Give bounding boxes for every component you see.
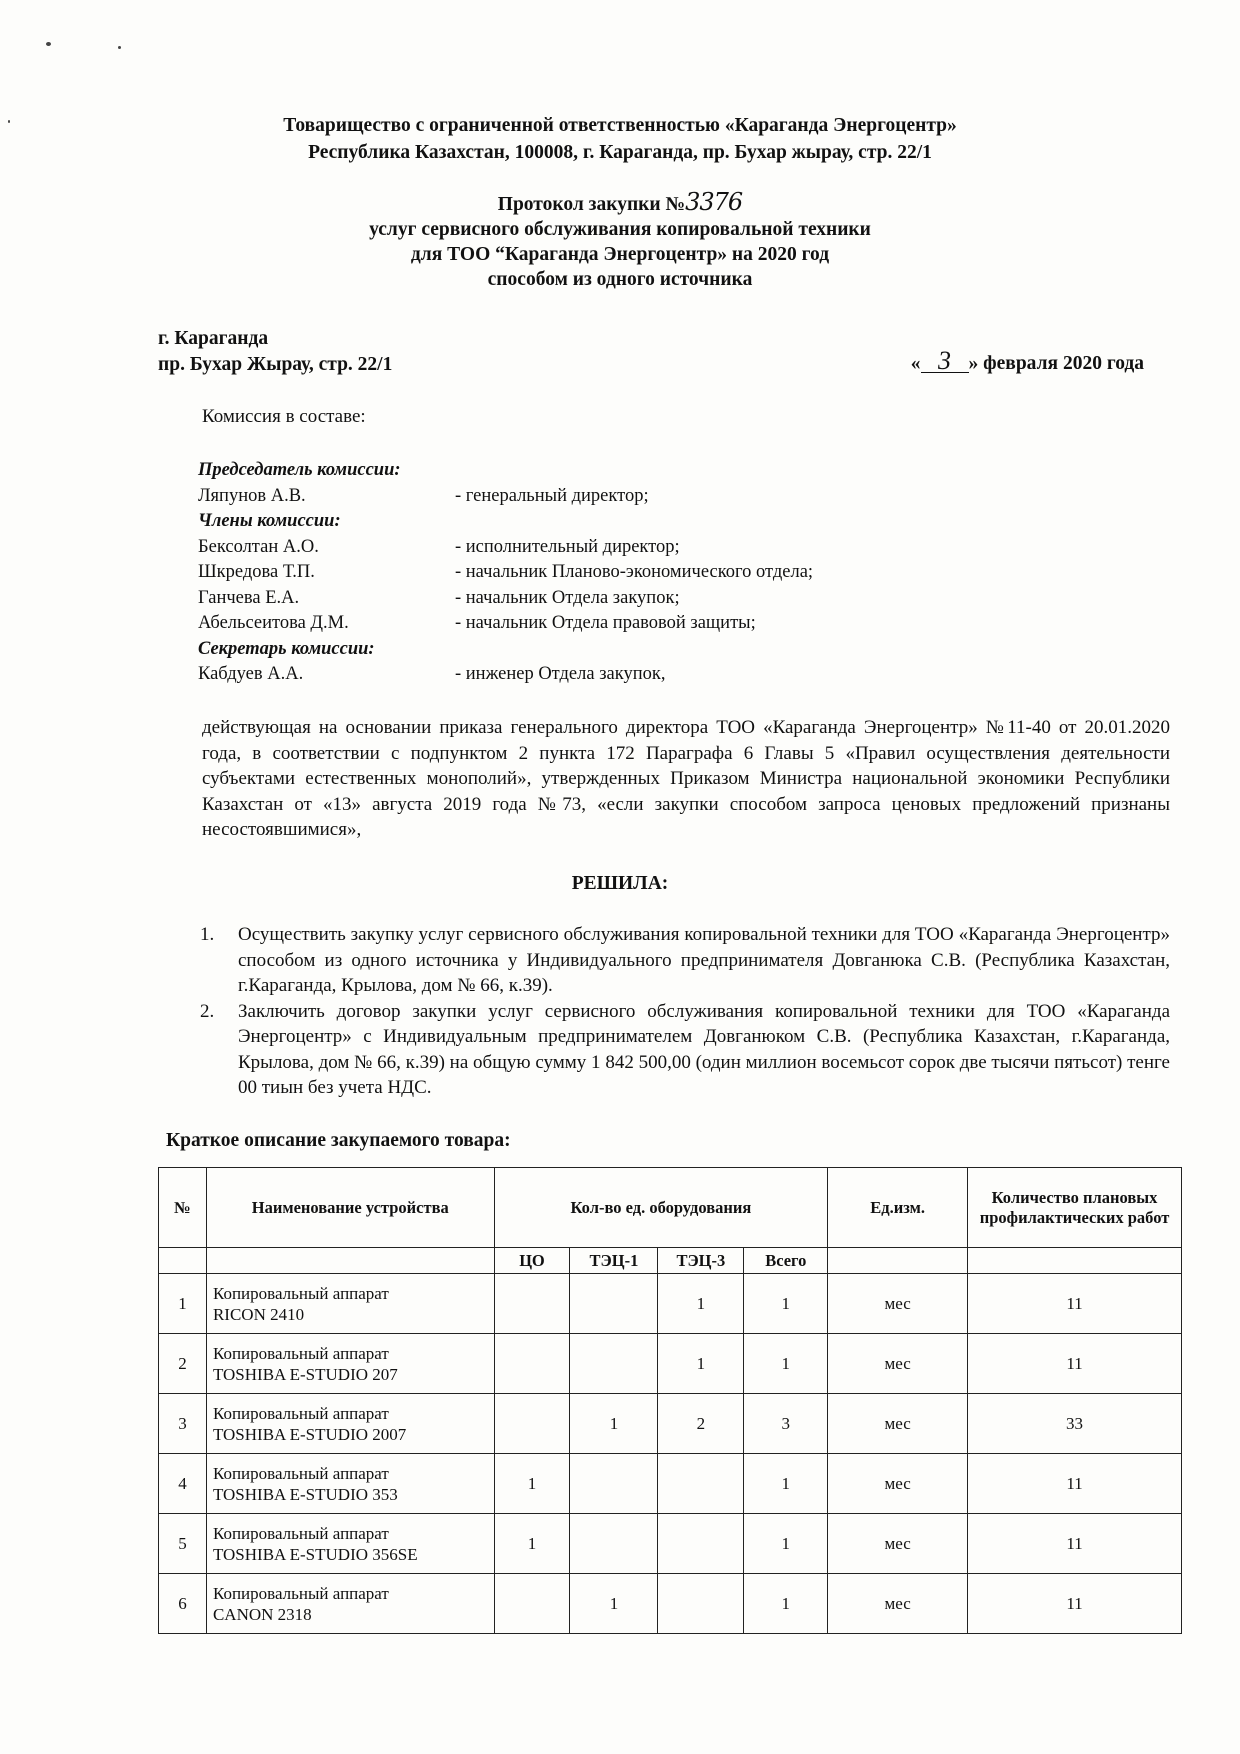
decisions-list [200, 922, 1170, 1101]
cell-num: 1 [159, 1274, 207, 1334]
cell-tec3: 1 [658, 1274, 744, 1334]
cell-works: 11 [968, 1274, 1182, 1334]
secretary-title: Секретарь комиссии: [198, 638, 375, 659]
cell-unit: мес [828, 1454, 968, 1514]
document-title [0, 190, 1240, 292]
cell-unit: мес [828, 1334, 968, 1394]
cell-num: 5 [159, 1514, 207, 1574]
device-model: RICON 2410 [212, 1304, 305, 1324]
member-name: Абельсеитова Д.М. [198, 613, 349, 633]
document-date [910, 346, 1144, 375]
title-line-4: способом из одного источника [487, 269, 753, 290]
cell-unit: мес [828, 1574, 968, 1634]
title-line-3: для ТОО “Караганда Энергоцентр» на 2020 год [410, 244, 830, 265]
cell-works: 11 [968, 1334, 1182, 1394]
cell-co [494, 1574, 570, 1634]
cell-device [206, 1394, 494, 1454]
cell-num: 3 [159, 1394, 207, 1454]
table-row [159, 1394, 1182, 1454]
cell-tec1: 1 [570, 1574, 658, 1634]
cell-device [206, 1274, 494, 1334]
protocol-number: 3376 [685, 188, 743, 216]
document-place [158, 326, 392, 378]
cell-tec3 [658, 1514, 744, 1574]
table-subheader-row [159, 1248, 1182, 1274]
subheader-empty [968, 1248, 1182, 1274]
decision-item [200, 922, 1170, 999]
member-row [198, 586, 813, 612]
cell-device [206, 1574, 494, 1634]
cell-unit: мес [828, 1274, 968, 1334]
cell-total: 1 [744, 1334, 828, 1394]
cell-co [494, 1394, 570, 1454]
cell-total: 1 [744, 1454, 828, 1514]
cell-tec1 [570, 1514, 658, 1574]
cell-co: 1 [494, 1454, 570, 1514]
table-row [159, 1574, 1182, 1634]
title-line-1 [0, 190, 1240, 217]
cell-total: 1 [744, 1514, 828, 1574]
header-device: Наименование устройства [206, 1168, 494, 1248]
cell-tec1: 1 [570, 1394, 658, 1454]
cell-tec3: 2 [658, 1394, 744, 1454]
member-name: Ляпунов А.В. [198, 485, 306, 506]
title-prefix: Протокол закупки № [497, 194, 686, 215]
cell-tec1 [570, 1334, 658, 1394]
cell-co [494, 1274, 570, 1334]
cell-works: 11 [968, 1454, 1182, 1514]
decision-number: 2. [200, 1000, 215, 1022]
members-title: Члены комиссии: [198, 511, 341, 531]
header-num: № [159, 1168, 207, 1248]
table-row [159, 1514, 1182, 1574]
header-works: Количество плановых профилактических работ [968, 1168, 1182, 1248]
member-role: - инженер Отдела закупок, [455, 664, 666, 684]
cell-works: 11 [968, 1574, 1182, 1634]
chairman-row [198, 484, 813, 510]
member-name: Бексолтан А.О. [198, 536, 319, 557]
member-role: - начальник Отдела правовой защиты; [455, 613, 756, 633]
decided-heading: РЕШИЛА: [571, 873, 669, 894]
subheader-co: ЦО [494, 1248, 570, 1274]
organization-name: Товарищество с ограниченной ответственностью «Караганда Энергоцентр» [283, 115, 957, 136]
device-type: Копировальный аппарат [212, 1523, 389, 1543]
cell-tec1 [570, 1274, 658, 1334]
goods-table [158, 1167, 1182, 1634]
decision-number: 1. [200, 924, 215, 945]
cell-num: 2 [159, 1334, 207, 1394]
place-address: пр. Бухар Жырау, стр. 22/1 [158, 354, 393, 375]
cell-device [206, 1514, 494, 1574]
subheader-tec1: ТЭЦ-1 [570, 1248, 658, 1274]
cell-unit: мес [828, 1514, 968, 1574]
member-role: - начальник Планово-экономического отдела; [455, 562, 814, 582]
device-model: CANON 2318 [212, 1604, 312, 1624]
cell-tec1 [570, 1454, 658, 1514]
cell-total: 3 [744, 1394, 828, 1454]
cell-tec3 [658, 1454, 744, 1514]
device-model: TOSHIBA E-STUDIO 353 [212, 1484, 398, 1504]
chairman-title: Председатель комиссии: [198, 460, 401, 480]
table-header-row [159, 1168, 1182, 1248]
date-open-quote: « [910, 353, 921, 374]
device-model: TOSHIBA E-STUDIO 2007 [212, 1424, 407, 1444]
cell-works: 33 [968, 1394, 1182, 1454]
subheader-empty [159, 1248, 207, 1274]
cell-tec3: 1 [658, 1334, 744, 1394]
date-day: 3 [921, 350, 969, 373]
member-row [198, 535, 813, 561]
header-unit: Ед.изм. [828, 1168, 968, 1248]
subheader-empty [828, 1248, 968, 1274]
table-row [159, 1334, 1182, 1394]
device-type: Копировальный аппарат [212, 1343, 389, 1363]
member-role: - начальник Отдела закупок; [455, 587, 680, 608]
device-type: Копировальный аппарат [212, 1403, 389, 1423]
subheader-total: Всего [744, 1248, 828, 1274]
header-qty: Кол-во ед. оборудования [494, 1168, 828, 1248]
decision-item [200, 999, 1170, 1101]
cell-co: 1 [494, 1514, 570, 1574]
subheader-empty [206, 1248, 494, 1274]
scan-speck [118, 46, 121, 49]
cell-num: 4 [159, 1454, 207, 1514]
commission-members [198, 458, 813, 688]
cell-tec3 [658, 1574, 744, 1634]
device-model: TOSHIBA E-STUDIO 356SE [212, 1544, 418, 1564]
place-city: г. Караганда [158, 328, 269, 349]
member-row [198, 560, 813, 586]
device-type: Копировальный аппарат [212, 1283, 389, 1303]
table-row [159, 1274, 1182, 1334]
member-role: - исполнительный директор; [455, 536, 680, 557]
secretary-row [198, 662, 813, 688]
cell-total: 1 [744, 1274, 828, 1334]
member-name: Ганчева Е.А. [198, 587, 300, 608]
organization-address: Республика Казахстан, 100008, г. Караганда, пр. Бухар жырау, стр. 22/1 [308, 142, 932, 163]
title-line-2: услуг сервисного обслуживания копировальной техники [369, 219, 871, 240]
device-model: TOSHIBA E-STUDIO 207 [212, 1364, 398, 1384]
cell-num: 6 [159, 1574, 207, 1634]
basis-paragraph: действующая на основании приказа генерального директора ТОО «Караганда Энергоцентр» №11-40 от 20.01.2020 года, в соответствии с подпунктом 2 пункта 172 Параграфа 6 Главы 5 «Правил осуществления деятельности субъектами естественных монополий», утвержденных Приказом Министра национальной экономики Республики Казахстан от «13» августа 2019 года №73, «если закупки способом запроса ценовых предложений признаны несостоявшимися», [202, 717, 1170, 840]
cell-device [206, 1334, 494, 1394]
decision-text: Осуществить закупку услуг сервисного обслуживания копировальной техники для ТОО «Караганда Энергоцентр» способом из одного источника у Индивидуального предпринимателя Довганюка С.В. (Республика Казахстан, г.Караганда, Крылова, дом № 66, к.39). [238, 924, 1170, 996]
table-row [159, 1454, 1182, 1514]
date-rest: » февраля 2020 года [968, 353, 1144, 374]
cell-unit: мес [828, 1394, 968, 1454]
decision-text: Заключить договор закупки услуг сервисного обслуживания копировальной техники для ТОО «Караганда Энергоцентр» с Индивидуальным предпринимателем Довганюком С.В. (Республика Казахстан, г.Караганда, Крылова, дом № 66, к.39) на общую сумму 1 842 500,00 (один миллион восемьсот сорок две тысячи пятьсот) тенге 00 тиын без учета НДС. [238, 1000, 1170, 1098]
organization-header [0, 112, 1240, 166]
member-role: - генеральный директор; [455, 485, 649, 506]
cell-co [494, 1334, 570, 1394]
member-row [198, 611, 813, 637]
subheader-tec3: ТЭЦ-3 [658, 1248, 744, 1274]
cell-total: 1 [744, 1574, 828, 1634]
device-type: Копировальный аппарат [212, 1583, 389, 1603]
cell-device [206, 1454, 494, 1514]
member-name: Кабдуев А.А. [198, 664, 304, 684]
goods-title: Краткое описание закупаемого товара: [166, 1130, 511, 1151]
cell-works: 11 [968, 1514, 1182, 1574]
device-type: Копировальный аппарат [212, 1463, 389, 1483]
member-name: Шкредова Т.П. [198, 562, 315, 582]
commission-label: Комиссия в составе: [202, 406, 366, 427]
scan-speck [46, 42, 51, 46]
